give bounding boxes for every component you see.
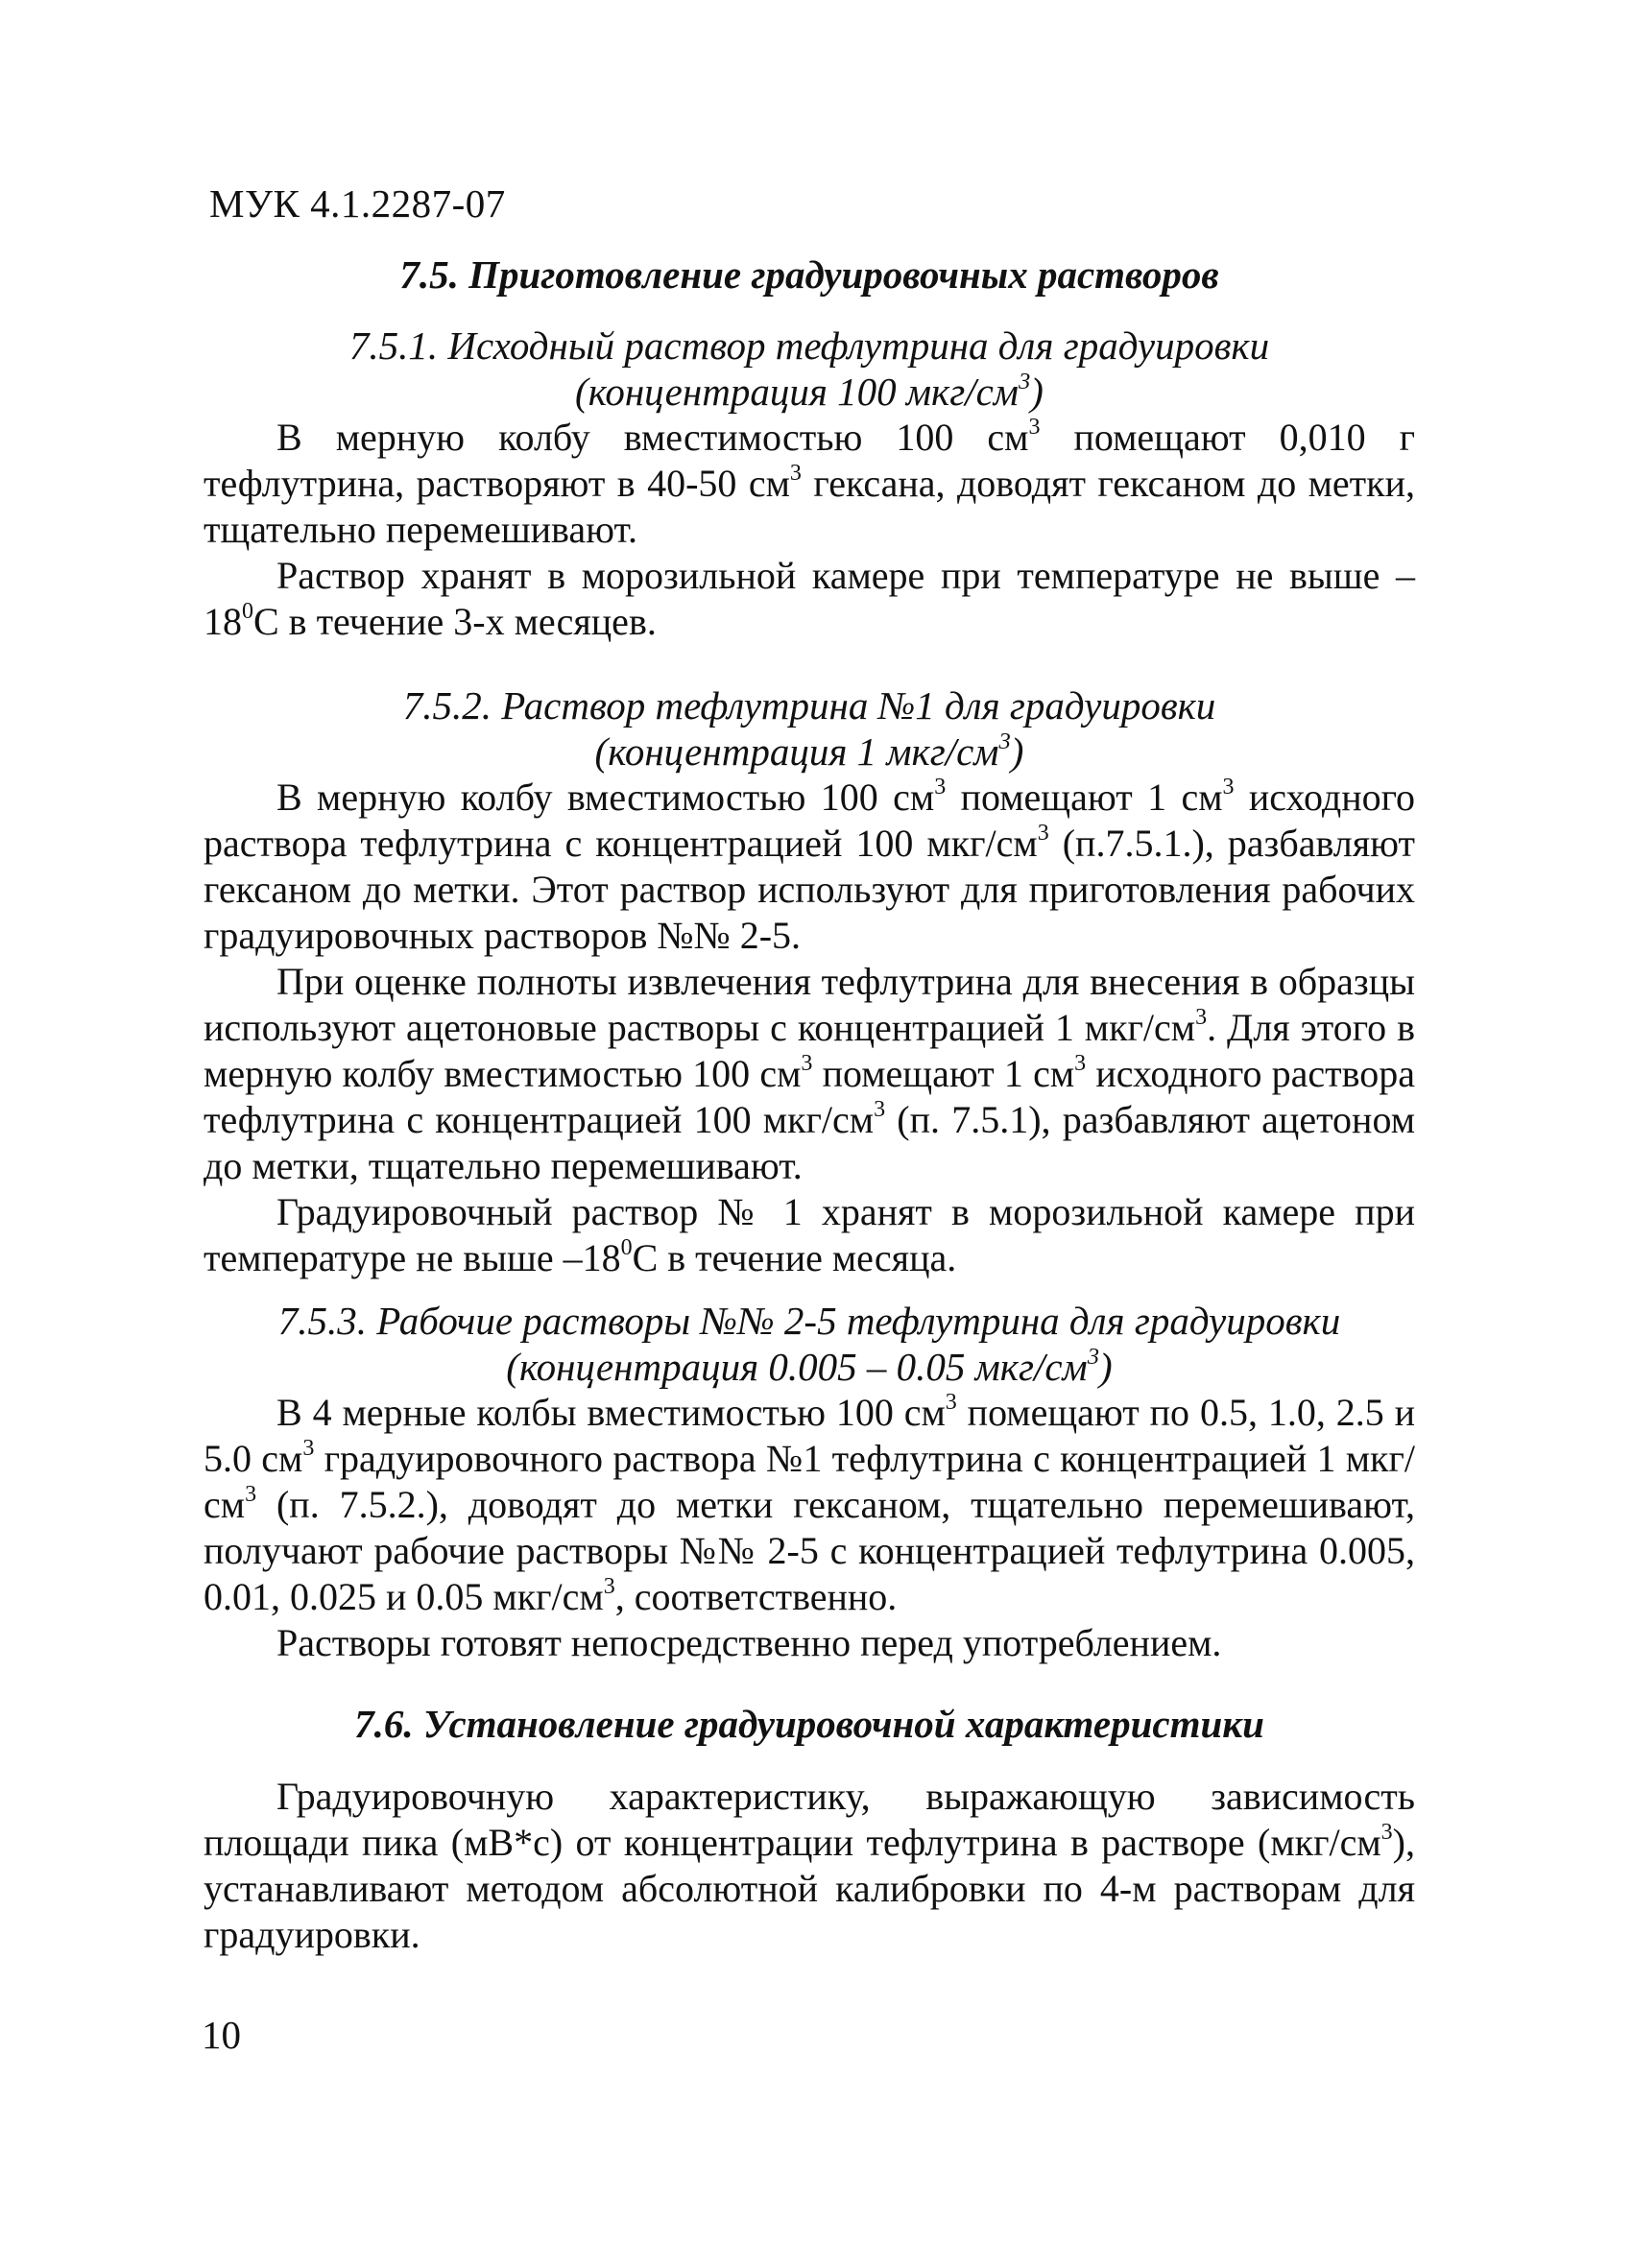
- section-7-5-2-paragraph-3: Градуировочный раствор № 1 хранят в морозильной камере при температуре не выше $-18^0С$ в течение месяца.: [204, 1190, 1415, 1279]
- section-7-5-1: [204, 322, 1415, 645]
- section-7-5-3: [204, 1298, 1415, 1666]
- section-7-5: [204, 251, 1415, 298]
- section-7-5-3-paragraph-2: Растворы готовят непосредственно перед употреблением.: [276, 1621, 1222, 1664]
- section-7-5-2-title-line2: (концентрация 1 мкг/$см^3$): [594, 728, 1024, 774]
- section-7-5-3-title-line2: (концентрация 0.005 – 0.05 мкг/$см^3$): [506, 1343, 1113, 1389]
- section-7-5-title: 7.5. Приготовление градуировочных растворов: [399, 252, 1219, 297]
- section-7-5-3-title: [204, 1298, 1415, 1390]
- section-7-5-2-paragraph-1: В мерную колбу вместимостью 100 $см^3$ помещают 1 $см^3$ исходного раствора тефлутрина с концентрацией 100 мкг/$см^3$ (п.7.5.1.), разбавляют гексаном до метки. Этот раствор используют для приготовления рабочих градуировочных растворов №№ 2-5.: [204, 775, 1416, 957]
- section-7-5-3-title-line1: 7.5.3. Рабочие растворы №№ 2-5 тефлутрина для градуировки: [277, 1299, 1341, 1343]
- section-7-6-paragraph-1: Градуировочную характеристику, выражающую зависимость площади пика (мВ*с) от концентрации тефлутрина в растворе $(мкг/см^3)$, устанавливают методом абсолютной калибровки по 4-м растворам для градуировки.: [204, 1775, 1415, 1956]
- section-7-5-1-title-line1: 7.5.1. Исходный раствор тефлутрина для градуировки: [348, 323, 1270, 368]
- page-number: 10: [202, 2013, 241, 2057]
- document-code: МУК 4.1.2287-07: [209, 181, 506, 226]
- section-7-6: [204, 1701, 1415, 1958]
- section-7-5-2-title: [204, 682, 1415, 775]
- section-7-5-1-title: [204, 322, 1415, 415]
- section-7-5-1-paragraph-1: В мерную колбу вместимостью 100 $см^3$ помещают 0,010 г тефлутрина, растворяют в 40-50 $см^3$ гексана, доводят гексаном до метки, тщательно перемешивают.: [204, 415, 1416, 551]
- section-7-5-2-title-line1: 7.5.2. Раствор тефлутрина №1 для градуировки: [402, 683, 1216, 728]
- section-7-6-title: 7.6. Установление градуировочной характеристики: [354, 1702, 1264, 1746]
- section-7-5-1-paragraph-2: Раствор хранят в морозильной камере при температуре не выше $-18^0С$ в течение 3-х месяцев.: [204, 554, 1415, 643]
- section-7-5-1-title-line2: (концентрация 100 мкг/$см^3$): [575, 368, 1044, 414]
- section-7-5-2-paragraph-2: При оценке полноты извлечения тефлутрина для внесения в образцы используют ацетоновые растворы с концентрацией 1 мкг/$см^3$. Для этого в мерную колбу вместимостью 100 $см^3$ помещают 1 $см^3$ исходного раствора тефлутрина с концентрацией 100 мкг/$см^3$ (п. 7.5.1), разбавляют ацетоном до метки, тщательно перемешивают.: [204, 960, 1415, 1187]
- section-7-5-3-paragraph-1: В 4 мерные колбы вместимостью 100 $см^3$ помещают по 0.5, 1.0, 2.5 и 5.0 $см^3$ градуировочного раствора №1 тефлутрина с концентрацией 1 мкг/$см^3$ (п. 7.5.2.), доводят до метки гексаном, тщательно перемешивают, получают рабочие растворы №№ 2-5 с концентрацией тефлутрина 0.005, 0.01, 0.025 и 0.05 мкг/$см^3$, соответственно.: [204, 1390, 1415, 1618]
- section-7-5-2: [204, 682, 1415, 1281]
